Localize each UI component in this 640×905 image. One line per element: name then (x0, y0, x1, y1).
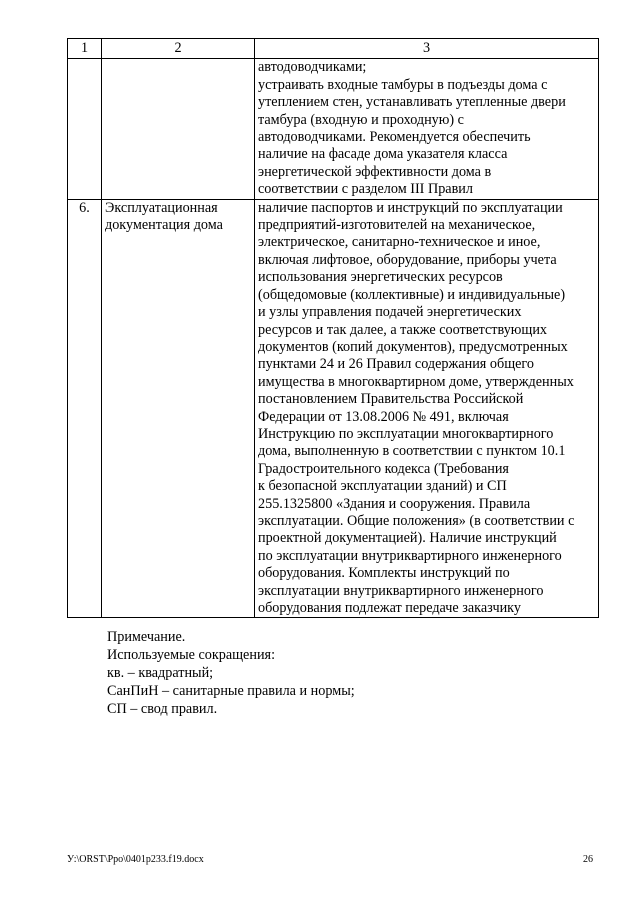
row-number (68, 59, 102, 199)
row-content: наличие паспортов и инструкций по эксплуатации предприятий-изготовителей на механическое, электрическое, санитарно-техническое и иное, включая лифтовое, оборудование, приборы учета использования энергетических ресурсов (общедомовые (коллективные) и индивидуальные) и узлы управления подачей энергетических ресурсов и так далее, а также соответствующих документов (копий документов), предусмотренных пунктами 24 и 26 Правил содержания общего имущества в многоквартирном доме, утвержденных постановлением Правительства Российской Федерации от 13.08.2006 № 491, включая Инструкцию по эксплуатации многоквартирного дома, выполненную в соответствии с пунктом 10.1 Градостроительного кодекса (Требования к безопасной эксплуатации зданий) и СП 255.1325800 «Здания и сооружения. Правила эксплуатации. Общие положения» (в соответствии с проектной документацией). Наличие инструкций по эксплуатации внутриквартирного инженерного оборудования. Комплекты инструкций по эксплуатации внутриквартирного инженерного оборудования подлежат передаче заказчику (255, 199, 599, 618)
note-abbreviations-heading: Используемые сокращения: (107, 647, 276, 663)
note-abbreviation-item: кв. – квадратный; (107, 665, 214, 681)
note-abbreviation-item: СанПиН – санитарные правила и нормы; (107, 683, 355, 699)
column-header-3: 3 (255, 39, 599, 59)
table-row (68, 59, 599, 199)
table-header-row (68, 39, 599, 59)
footer-page-number: 26 (583, 854, 593, 865)
row-name: Эксплуатационная документация дома (102, 199, 255, 618)
requirements-table (67, 38, 599, 618)
row-number: 6. (68, 199, 102, 618)
footer-file-path: У:\ORST\Ppo\0401p233.f19.docx (67, 854, 204, 865)
column-header-1: 1 (68, 39, 102, 59)
column-header-2: 2 (102, 39, 255, 59)
note-abbreviation-item: СП – свод правил. (107, 701, 218, 717)
note-block (107, 628, 355, 718)
row-name (102, 59, 255, 199)
note-title: Примечание. (107, 629, 186, 645)
row-content: автодоводчиками; устраивать входные тамбуры в подъезды дома с утеплением стен, устанавливать утепленные двери тамбура (входную и проходную) с автодоводчиками. Рекомендуется обеспечить наличие на фасаде дома указателя класса энергетической эффективности дома в соответствии с разделом III Правил (255, 59, 599, 199)
table-row (68, 199, 599, 618)
